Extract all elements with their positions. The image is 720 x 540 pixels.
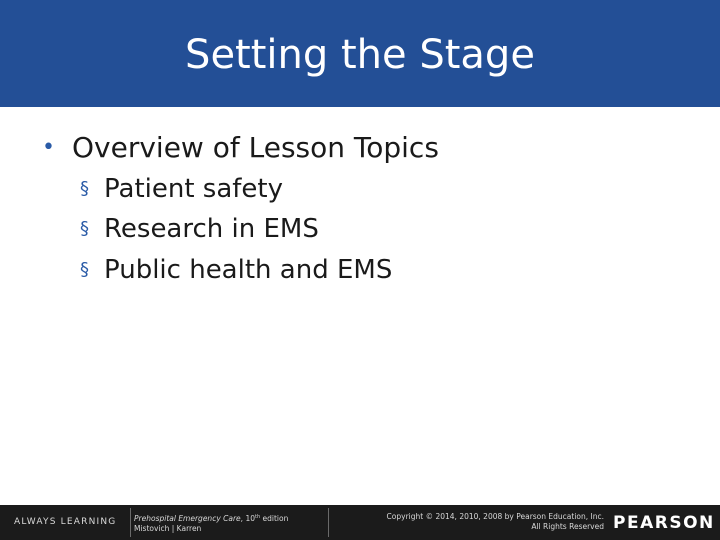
edition-word: edition <box>262 514 289 523</box>
book-authors: Mistovich | Karren <box>134 524 202 533</box>
edition-number: 10 <box>245 514 255 523</box>
rights-line: All Rights Reserved <box>531 522 604 531</box>
sub-bullet-text: Public health and EMS <box>104 255 393 285</box>
square-bullet-icon: § <box>80 178 89 199</box>
title-bar <box>0 0 720 107</box>
slide-title: Setting the Stage <box>185 32 535 78</box>
book-title: Prehospital Emergency Care <box>134 514 241 523</box>
book-title-line: Prehospital Emergency Care, 10th edition <box>134 514 289 523</box>
footer-divider <box>328 508 329 537</box>
copyright-notice <box>336 512 604 532</box>
always-learning-tagline: ALWAYS LEARNING <box>14 517 117 527</box>
edition-suffix: th <box>255 514 261 520</box>
square-bullet-icon: § <box>80 218 89 239</box>
book-citation <box>134 512 288 534</box>
sub-bullet-text: Patient safety <box>104 174 284 204</box>
copyright-line: Copyright © 2014, 2010, 2008 by Pearson Education, Inc. <box>386 512 604 521</box>
square-bullet-icon: § <box>80 259 89 280</box>
sub-bullet-text: Research in EMS <box>104 214 319 244</box>
footer-divider <box>130 508 131 537</box>
pearson-logo: PEARSON <box>613 513 715 533</box>
bullet-dot-icon: • <box>42 135 55 160</box>
bullet-text: Overview of Lesson Topics <box>72 131 439 164</box>
footer-bar <box>0 505 720 540</box>
